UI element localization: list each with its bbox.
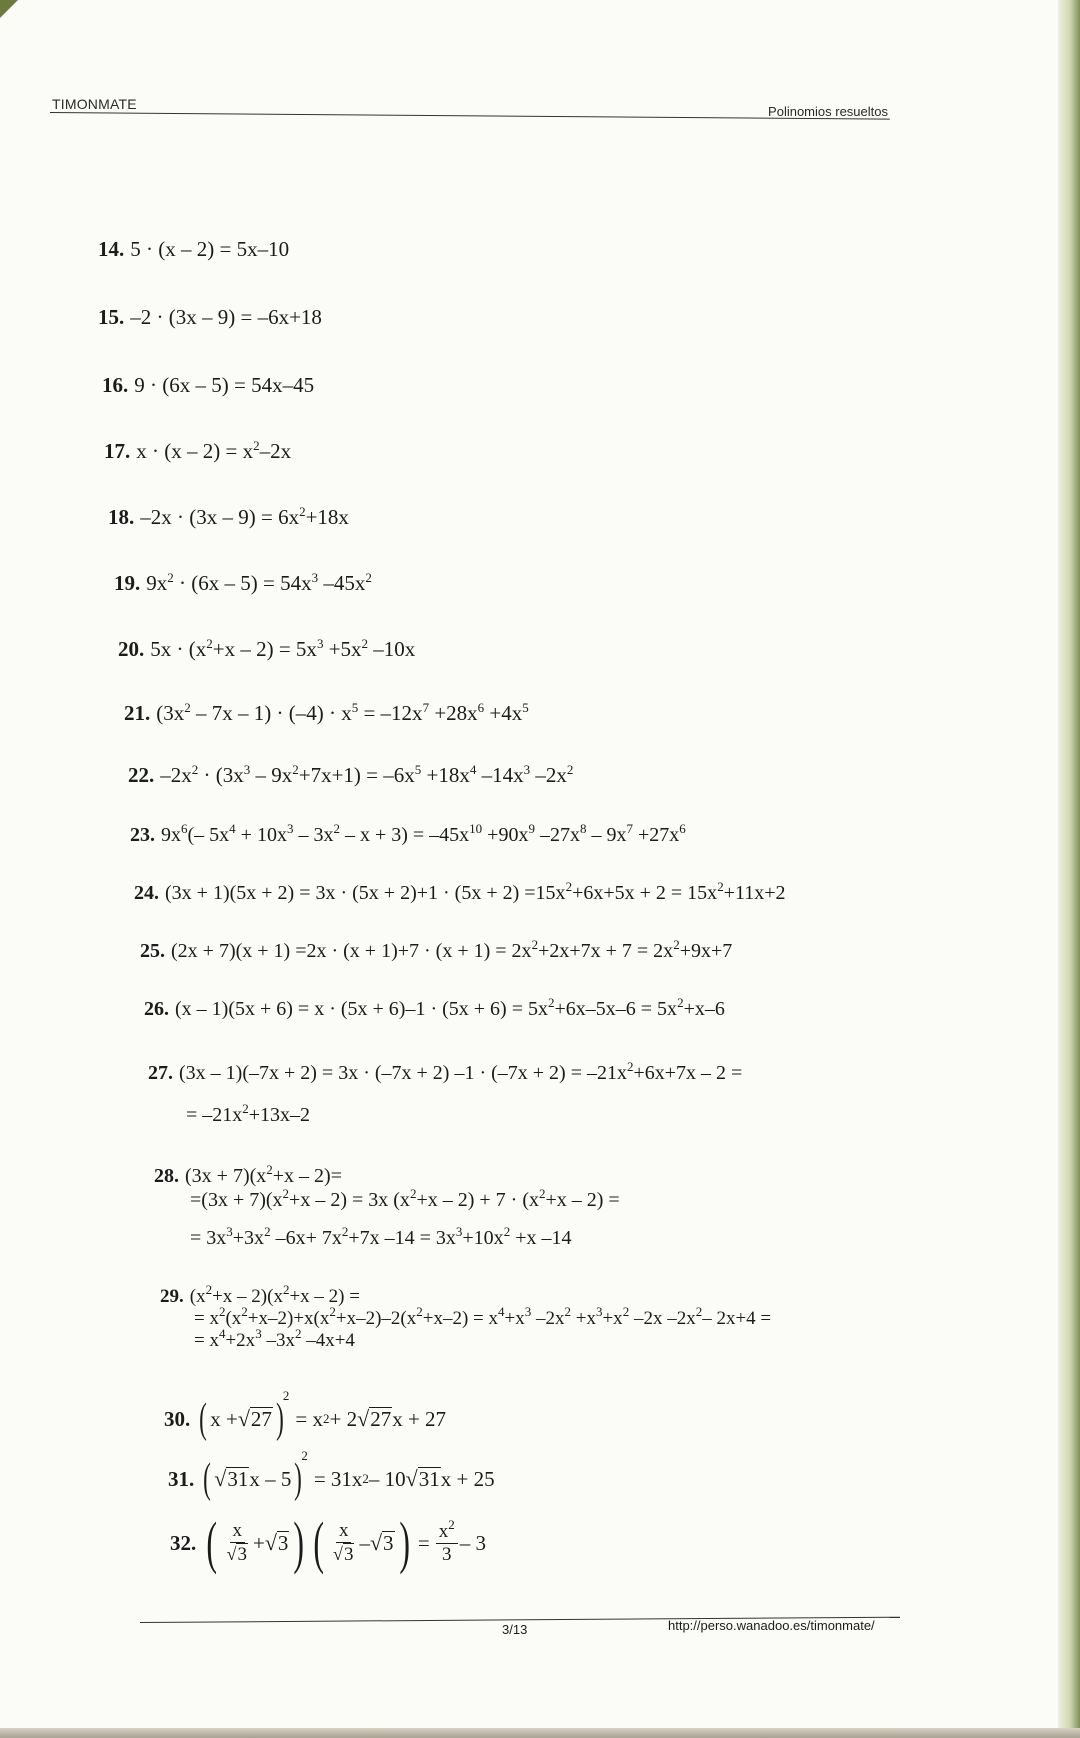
sqrt-symbol: √ 27 <box>357 1406 392 1431</box>
exercise-19 <box>114 570 372 596</box>
exponent: 6 <box>477 700 485 715</box>
exercise-27 <box>148 1060 742 1128</box>
exercise-number: 18. <box>108 505 135 529</box>
expr-part: +x <box>504 1308 525 1329</box>
expr-part: (3x – 1)(–7x + 2) = 3x · (–7x + 2) –1 · (–7x + 2) = –21x <box>179 1062 627 1084</box>
expr-part: x + 27 <box>392 1407 447 1431</box>
exponent: 2 <box>503 1224 511 1239</box>
expr-part: x – 5 <box>249 1467 292 1491</box>
expr-part: +18x <box>305 505 349 529</box>
radicand: 27 <box>370 1407 392 1431</box>
exponent: 2 <box>564 1304 571 1319</box>
expr-part: + 10x <box>235 824 287 846</box>
expr-part: = –21x <box>186 1104 243 1126</box>
exponent: 3 <box>226 1224 233 1239</box>
open-paren-glyph: ( <box>206 1510 218 1575</box>
sqrt-symbol: √ 27 <box>237 1406 272 1431</box>
exercise-expression: 5 · (x – 2) = 5x–10 <box>130 237 290 261</box>
exercise-number: 14. <box>98 237 125 261</box>
expr-part: – 9x <box>586 824 627 846</box>
exercise-number: 25. <box>140 940 165 962</box>
expr-part: (x <box>225 1308 242 1329</box>
exponent: 3 <box>455 1224 463 1239</box>
expr-part: –2x <box>160 763 192 787</box>
exponent: 2 <box>538 1186 546 1201</box>
exponent: 2 <box>329 1304 336 1319</box>
sqrt-symbol: √ 3 <box>369 1530 394 1555</box>
exercise-number: 17. <box>104 439 131 463</box>
exponent: 4 <box>498 1304 505 1319</box>
exercise-31: 31. ( √ 31 x – 5 ) 2 = 31x 2 – 10 √ 31 x + 25 <box>168 1448 495 1502</box>
exponent: 2 <box>673 937 680 952</box>
expr-part: +3x <box>232 1227 265 1249</box>
open-paren-glyph: ( <box>313 1510 324 1575</box>
expr-part: 9x <box>146 571 168 595</box>
exercise-14 <box>98 236 289 262</box>
open-paren-glyph: ( <box>203 1456 212 1502</box>
page-number: 3/13 <box>502 1622 528 1637</box>
expr-part: = –12x <box>358 701 423 725</box>
expr-part: +2x <box>225 1330 256 1351</box>
exponent: 2 <box>627 1059 634 1074</box>
expr-part: = x <box>295 1407 324 1431</box>
exercise-expression: 9 · (6x – 5) = 54x–45 <box>134 373 315 397</box>
exercise-number: 31. <box>168 1467 195 1491</box>
exercise-continuation <box>154 1188 620 1212</box>
exercise-number: 30. <box>164 1407 191 1431</box>
exponent: 2 <box>282 1282 290 1297</box>
expr-part: +x–2)+x(x <box>247 1308 330 1329</box>
exercise-continuation <box>160 1304 772 1330</box>
fraction <box>224 1520 251 1566</box>
exercise-number: 21. <box>124 701 151 725</box>
expr-part: +11x+2 <box>723 882 786 904</box>
exponent: 3 <box>286 821 294 836</box>
expr-part: +x – 2)= <box>272 1165 342 1187</box>
exponent: 5 <box>351 700 359 715</box>
exponent: 2 <box>241 1304 248 1319</box>
header-brand: TIMONMATE <box>52 96 137 112</box>
expr-part: = x <box>194 1308 219 1329</box>
exercise-26 <box>144 996 725 1022</box>
expr-part: +x – 2) = <box>545 1189 620 1211</box>
exponent: 2 <box>365 570 372 585</box>
exponent: 9 <box>528 821 535 836</box>
exercise-number: 16. <box>102 373 129 397</box>
exercise-number: 24. <box>134 882 159 904</box>
denominator: √ 3 <box>226 1544 247 1565</box>
expr-part: +x–6 <box>683 998 725 1020</box>
exercise-25 <box>140 938 732 964</box>
exercise-number: 27. <box>148 1062 173 1084</box>
header-title: Polinomios resueltos <box>768 104 888 119</box>
expr-part: +4x <box>484 701 523 725</box>
exponent: 2 <box>218 1304 226 1319</box>
exercise-continuation <box>160 1326 771 1352</box>
expr-part: –45x <box>318 571 366 595</box>
expr-part: –6x+ 7x <box>270 1227 342 1249</box>
expr-part: +x–2) = x <box>422 1308 499 1329</box>
expr-part: 5x · (x <box>150 637 207 661</box>
exponent: 4 <box>229 821 236 836</box>
fraction <box>330 1520 357 1566</box>
exercise-number: 22. <box>128 763 155 787</box>
exponent: 2 <box>253 438 260 453</box>
expr-part: (3x + 1)(5x + 2) = 3x · (5x + 2)+1 · (5x + 2) =15x <box>165 882 566 904</box>
expr-part: +2x+7x + 7 = 2x <box>538 940 674 962</box>
fraction <box>436 1516 458 1566</box>
close-paren-glyph: ) <box>276 1396 284 1442</box>
exercise-continuation <box>148 1102 742 1128</box>
open-paren-glyph: ( <box>199 1396 208 1442</box>
expr-part: –27x <box>534 824 580 846</box>
expr-part: –2x <box>530 763 567 787</box>
expr-part: +6x–5x–6 = 5x <box>554 998 678 1020</box>
exponent: 2 <box>242 1101 249 1116</box>
expr-part: – 9x <box>250 763 293 787</box>
exponent: 2 <box>294 1326 302 1341</box>
exercise-29 <box>160 1282 772 1352</box>
exponent: 2 <box>167 570 174 585</box>
expr-part: – 7x – 1) · (–4) · x <box>190 701 352 725</box>
exponent: 2 <box>416 1304 423 1319</box>
expr-part: +90x <box>482 824 529 846</box>
exercise-number: 20. <box>118 637 145 661</box>
exercise-21 <box>124 700 529 726</box>
radicand: 3 <box>277 1531 289 1555</box>
exponent: 5 <box>522 700 529 715</box>
exponent: 2 <box>622 1304 630 1319</box>
exponent: 8 <box>579 821 587 836</box>
expr-part: +x – 2) = <box>289 1286 360 1307</box>
radicand: 31 <box>418 1467 440 1491</box>
expr-part: +x – 2) = 3x (x <box>289 1189 410 1211</box>
exponent: 2 <box>191 762 199 777</box>
expr-part: +x–2)–2(x <box>335 1308 417 1329</box>
expr-part: –10x <box>368 637 416 661</box>
footer-url: http://perso.wanadoo.es/timonmate/ <box>668 1618 875 1633</box>
expr-part: +9x+7 <box>679 940 733 962</box>
exponent: 6 <box>181 821 188 836</box>
exercise-17 <box>104 438 291 464</box>
page-edge-shadow <box>1058 0 1080 1738</box>
exponent: 3 <box>311 570 319 585</box>
expr-part: +x –14 <box>510 1227 572 1249</box>
expr-part: · (6x – 5) = 54x <box>173 571 312 595</box>
exponent: 2 <box>206 636 213 651</box>
sqrt-symbol: √ 3 <box>264 1530 289 1555</box>
expr-part: +x – 2)(x <box>212 1286 283 1307</box>
exponent: 2 <box>566 762 574 777</box>
expr-part: x · (x – 2) = x <box>136 439 254 463</box>
expr-part: = 31x <box>313 1467 363 1491</box>
expr-part: – 3 <box>459 1531 486 1555</box>
expr-part: +7x+1) = –6x <box>298 763 415 787</box>
expr-part: (3x + 7)(x <box>185 1165 267 1187</box>
exponent: 2 <box>531 937 539 952</box>
exponent: 2 <box>448 1516 455 1532</box>
expr-part: + 2 <box>329 1407 358 1431</box>
expr-part: +x <box>602 1308 623 1329</box>
exercise-20 <box>118 636 415 662</box>
expr-part: +x – 2) = 5x <box>212 637 317 661</box>
exponent: 2 <box>299 504 306 519</box>
expr-part: – x + 3) = –45x <box>339 824 470 846</box>
expr-part: +6x+5x + 2 = 15x <box>572 882 718 904</box>
numerator: x <box>336 1520 352 1543</box>
expr-part: – 10 <box>368 1467 406 1491</box>
denominator: 3 <box>441 1543 452 1565</box>
expr-part: +13x–2 <box>248 1104 311 1126</box>
exponent: 2 <box>264 1224 271 1239</box>
expr-part: (3x <box>156 701 185 725</box>
exponent: 5 <box>414 762 422 777</box>
exponent: 3 <box>524 1304 532 1319</box>
exercise-16 <box>102 372 314 398</box>
exercise-22 <box>128 762 573 788</box>
exercise-number: 26. <box>144 998 169 1020</box>
exponent: 2 <box>292 762 299 777</box>
exercise-15 <box>98 304 322 330</box>
expr-part: +5x <box>323 637 362 661</box>
expr-part: – 3x <box>293 824 334 846</box>
expr-part: x <box>438 1520 449 1542</box>
exercise-continuation <box>154 1226 620 1250</box>
exponent: 2 <box>409 1186 417 1201</box>
expr-part: – 2x+4 = <box>702 1308 772 1329</box>
sqrt-symbol: √ 31 <box>214 1466 249 1491</box>
exercise-number: 19. <box>114 571 141 595</box>
exponent: 2 <box>677 995 684 1010</box>
expr-part: (2x + 7)(x + 1) =2x · (x + 1)+7 · (x + 1) = 2x <box>171 940 532 962</box>
exponent: 10 <box>469 821 483 836</box>
exponent: 4 <box>218 1326 226 1341</box>
expr-part: (– 5x <box>187 824 230 846</box>
expr-part: –2x –2x <box>629 1308 696 1329</box>
exponent: 2 <box>361 636 369 651</box>
expr-part: +10x <box>462 1227 504 1249</box>
exponent: 2 <box>266 1162 273 1177</box>
exponent: 2 <box>282 1186 290 1201</box>
denominator: √ 3 <box>333 1544 354 1565</box>
expr-part: (x <box>189 1286 206 1307</box>
expr-part: x + 25 <box>440 1467 495 1491</box>
exponent: 3 <box>243 762 251 777</box>
exercise-expression: –2 · (3x – 9) = –6x+18 <box>130 305 322 329</box>
exponent: 2 <box>333 821 340 836</box>
expr-part: · (3x <box>198 763 244 787</box>
exponent: 6 <box>679 821 686 836</box>
close-paren-glyph: ) <box>294 1456 303 1502</box>
expr-part: +x – 2) + 7 · (x <box>416 1189 539 1211</box>
exponent: 2 <box>695 1304 703 1319</box>
exercise-32: 32. ( x √ 3 + √ 3 ) ( x √ 3 – √ 3 ) = $\frac{x^2}{3}$ – 3 <box>170 1510 486 1575</box>
radicand: 3 <box>383 1531 394 1555</box>
close-paren-glyph: ) <box>293 1510 305 1575</box>
expr-part: –3x <box>261 1330 295 1351</box>
expr-part: = 3x <box>190 1227 227 1249</box>
expr-part: –2x · (3x – 9) = 6x <box>140 505 300 529</box>
exponent: 3 <box>255 1326 262 1341</box>
expr-part: +18x <box>421 763 470 787</box>
exponent: 2 <box>565 879 573 894</box>
exercise-28 <box>154 1164 620 1250</box>
expr-part: 9x <box>161 824 181 846</box>
expr-part: x + <box>210 1407 238 1431</box>
exercise-number: 32. <box>170 1531 197 1555</box>
radicand: 31 <box>227 1467 249 1491</box>
exponent: 4 <box>469 762 477 777</box>
exercise-number: 15. <box>98 305 125 329</box>
expr-part: +28x <box>429 701 478 725</box>
radicand: 3 <box>343 1544 354 1565</box>
expr-part: +x <box>571 1308 596 1329</box>
bottom-edge <box>0 1728 1080 1738</box>
exponent: 2 <box>205 1282 213 1297</box>
exponent: 2 <box>184 700 191 715</box>
radicand: 3 <box>237 1544 247 1565</box>
expr-part: (x – 1)(5x + 6) = x · (5x + 6)–1 · (5x + 6) = 5x <box>175 998 548 1020</box>
exercise-number: 23. <box>130 824 155 846</box>
numerator <box>436 1516 458 1544</box>
exponent: 3 <box>595 1304 603 1319</box>
numerator: x <box>230 1520 246 1543</box>
expr-part: =(3x + 7)(x <box>190 1189 283 1211</box>
exponent: 3 <box>316 636 324 651</box>
expr-part: +7x –14 = 3x <box>348 1227 456 1249</box>
expr-part: = x <box>194 1330 219 1351</box>
sqrt-symbol: √ 31 <box>405 1466 440 1491</box>
exercise-18 <box>108 504 349 530</box>
expr-part: –4x+4 <box>301 1330 355 1351</box>
exercise-23 <box>130 822 686 848</box>
exponent: 7 <box>626 821 633 836</box>
expr-part: +27x <box>632 824 680 846</box>
exercise-number: 28. <box>154 1165 179 1187</box>
radicand: 27 <box>250 1407 272 1431</box>
expr-part: –14x <box>476 763 524 787</box>
expr-part: –2x <box>531 1308 565 1329</box>
expr-part: –2x <box>259 439 292 463</box>
exponent: 3 <box>523 762 531 777</box>
exponent: 2 <box>717 879 724 894</box>
exponent: 7 <box>422 700 430 715</box>
close-paren-glyph: ) <box>398 1510 410 1575</box>
exercise-number: 29. <box>160 1286 184 1307</box>
exponent: 2 <box>548 995 555 1010</box>
exponent: 2 <box>341 1224 349 1239</box>
exercise-30: 30. ( x + √ 27 ) 2 = x 2 + 2 √ 27 x + 27 <box>164 1388 447 1442</box>
exercise-24 <box>134 880 786 906</box>
expr-part: +6x+7x – 2 = <box>633 1062 743 1084</box>
